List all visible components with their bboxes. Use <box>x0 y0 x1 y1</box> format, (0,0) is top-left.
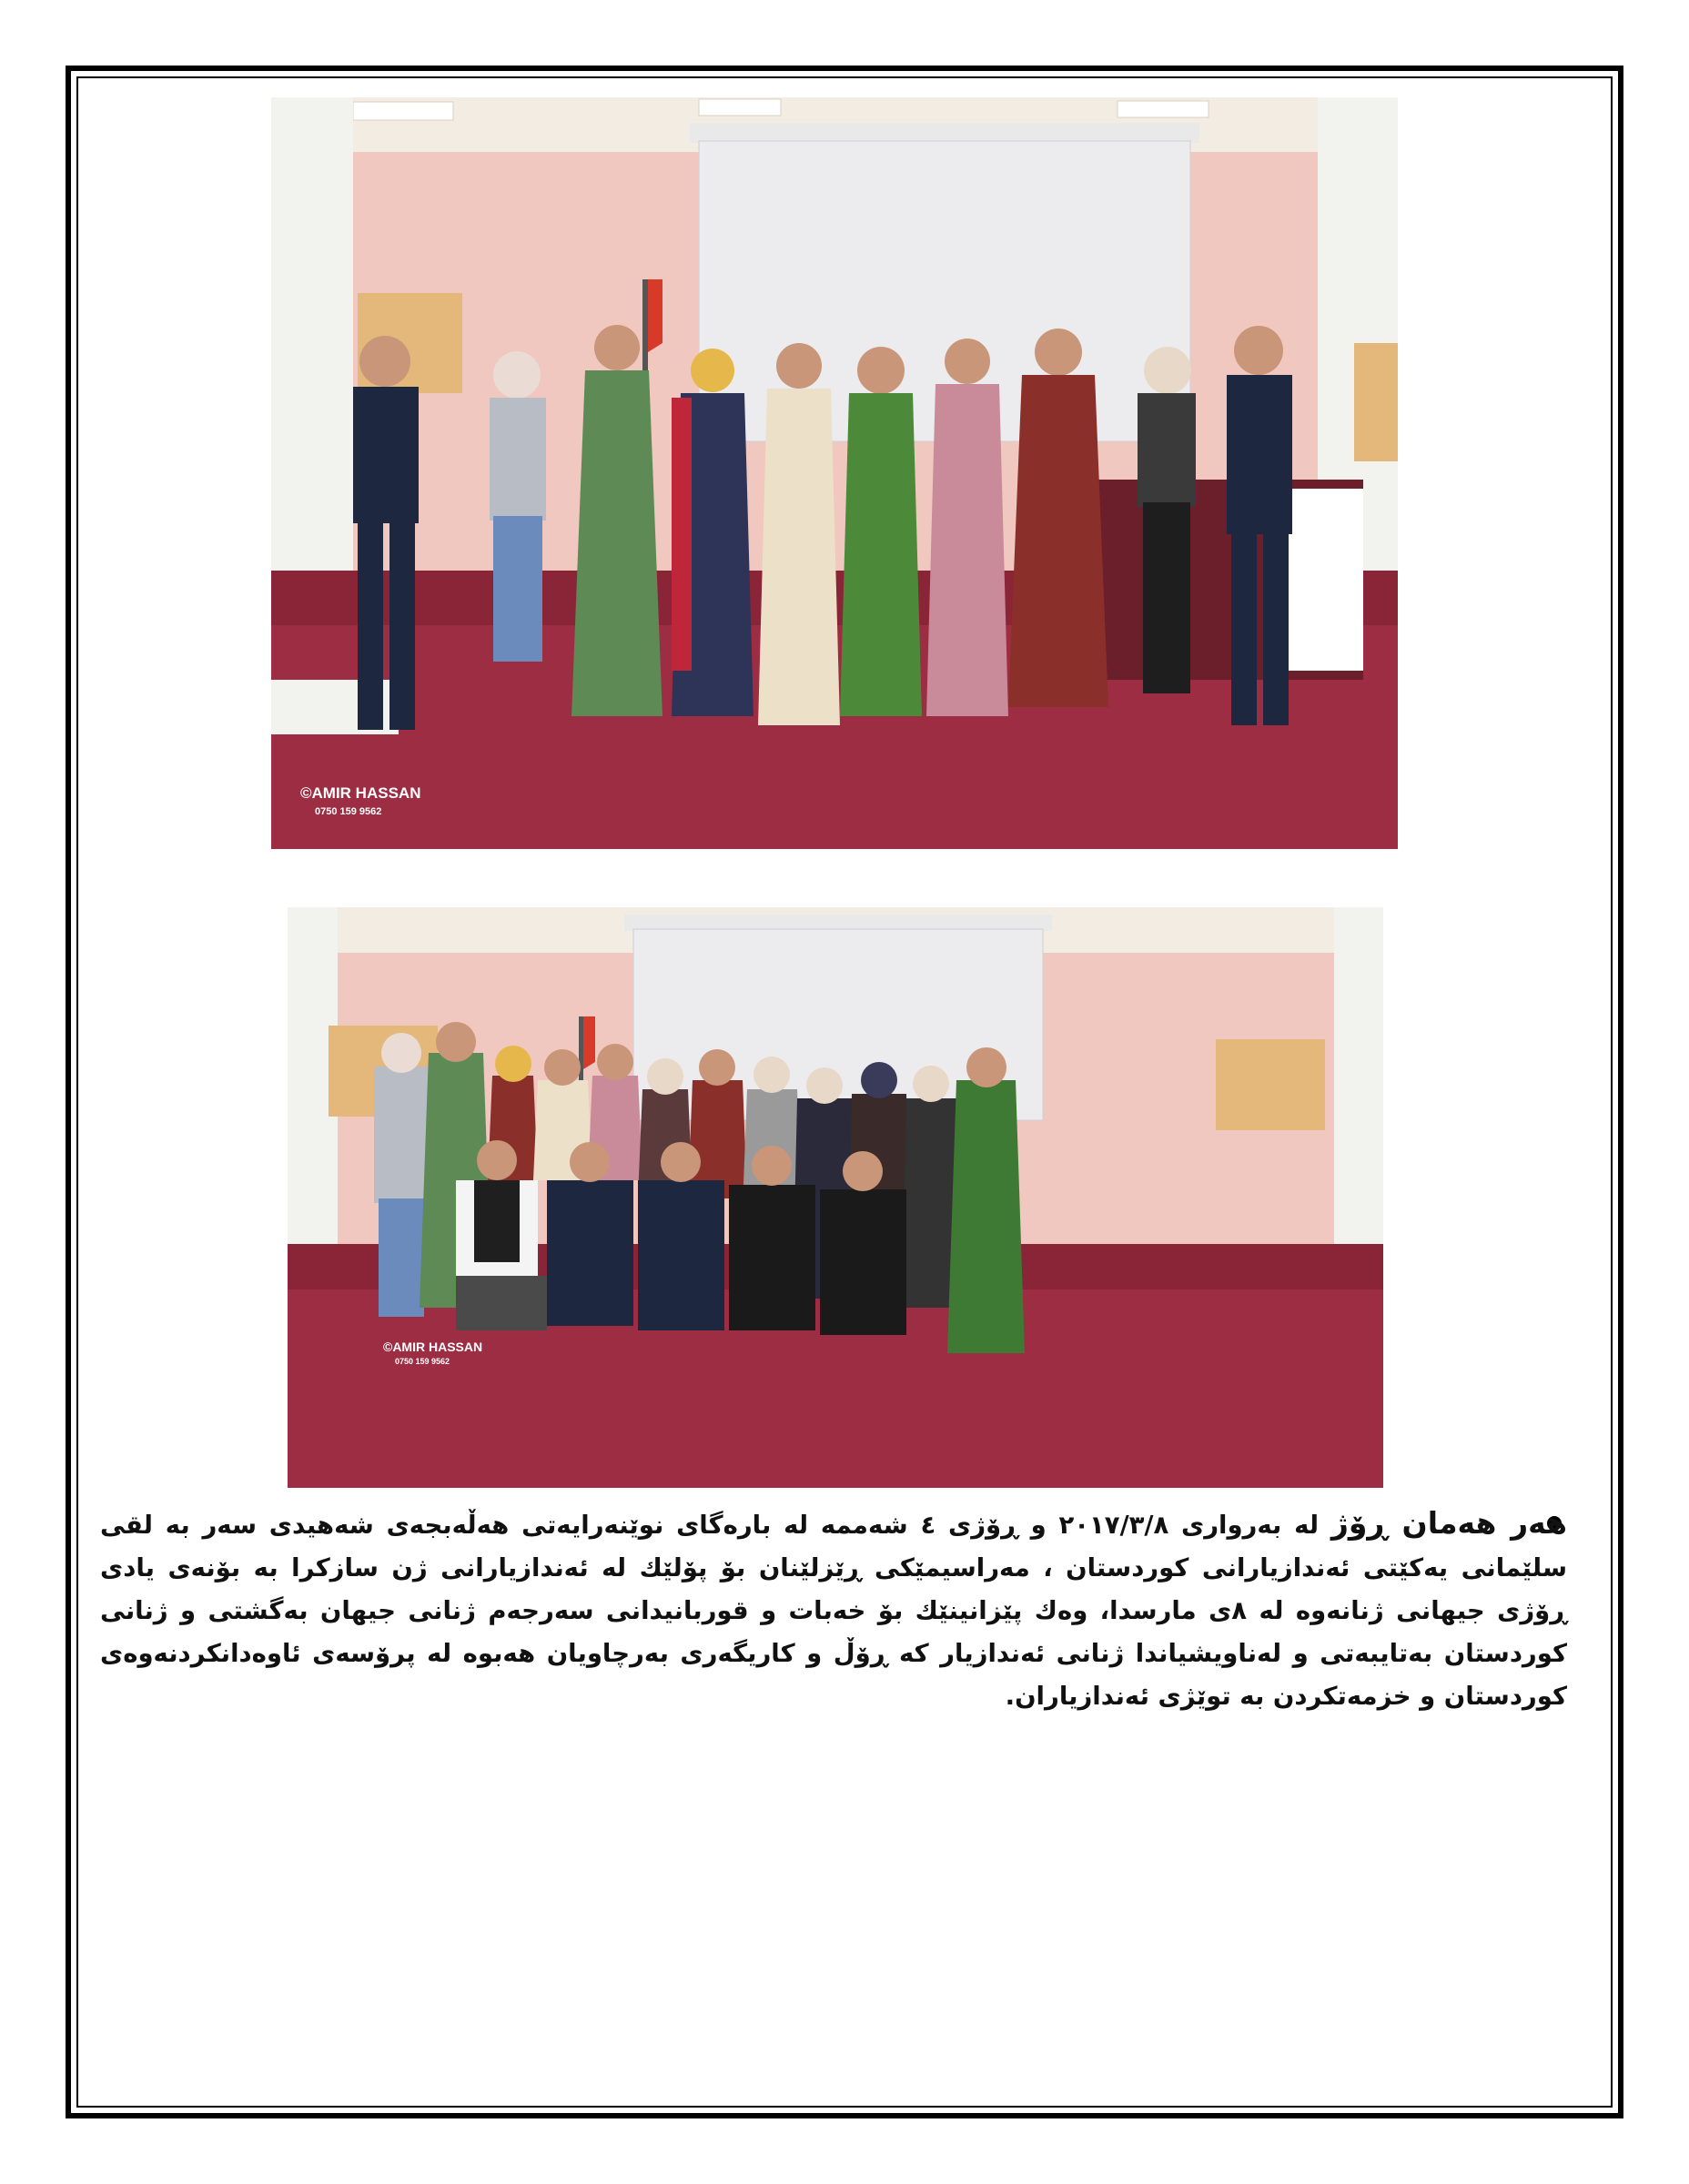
group-photo-standing <box>271 97 1398 849</box>
group-photo-kneeling <box>288 907 1383 1488</box>
paragraph-lead: هەر هەمان ڕۆژ <box>1330 1505 1567 1541</box>
photo-phone: 0750 159 9562 <box>395 1357 450 1366</box>
photo-phone: 0750 159 9562 <box>315 806 382 817</box>
caption-paragraph <box>100 1502 1567 1718</box>
group-photo-standing-image <box>271 97 1398 849</box>
photo-credit: ©AMIR HASSAN <box>300 784 421 802</box>
paragraph-text: لە بەرواری ٢٠١٧/٣/٨ و ڕۆژی ٤ شەممە لە بارەگای نوێنەرایەتی هەڵەبجەی شەهیدی سەر بە لقی سلێمانی یەکێتی ئەندازیارانی کوردستان ، مەراسیمێکی ڕێزلێنان بۆ پۆلێك لە ئەندازیارانی ژن سازکرا بە بۆنەی یادی ڕۆژی جیهانی ژنانەوە لە ٨ی مارسدا، وەك پێزانینێك بۆ خەبات و قوربانیدانی سەرجەم ژنانی جیهان بەگشتی و ژنانی کوردستان بەتایبەتی و لەناویشیاندا ژنانی ئەندازیار کە ڕۆڵ و کاریگەری بەرچاویان هەبوە لە پرۆسەی ئاوەدانکردنەوەی کوردستان و خزمەتکردن بە توێژی ئەندازیاران. <box>100 1511 1567 1711</box>
group-photo-kneeling-image <box>288 907 1383 1488</box>
photo-credit: ©AMIR HASSAN <box>383 1340 483 1354</box>
